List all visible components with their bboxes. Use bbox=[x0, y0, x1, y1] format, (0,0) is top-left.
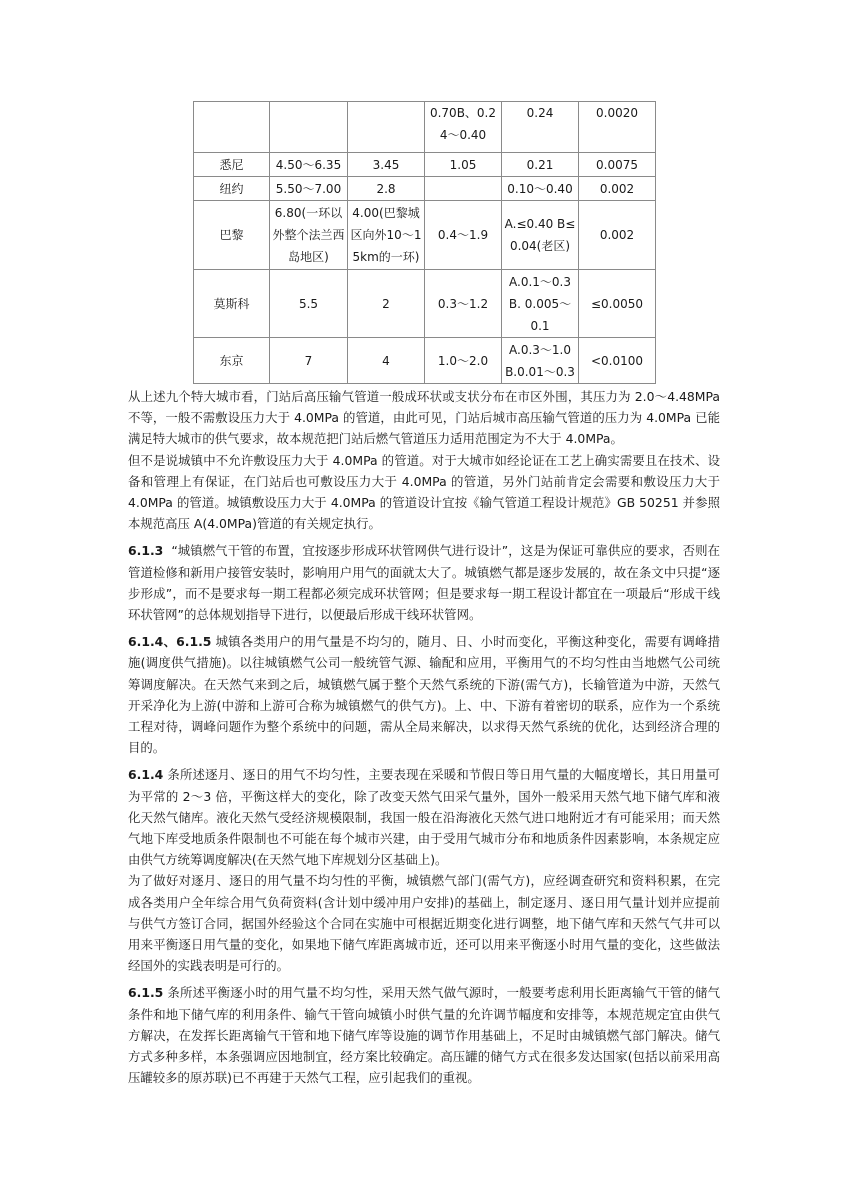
table-row bbox=[194, 153, 656, 177]
table-cell: A.0.3～1.0 B.0.01～0.3 bbox=[502, 338, 579, 384]
paragraph-text: 城镇各类用户的用气量是不均匀的，随月、日、小时而变化，平衡这种变化，需要有调峰措施(调度供气措施)。以往城镇燃气公司一般统管气源、输配和应用，平衡用气的不均匀性由当地燃气公司统筹调度解决。在天然气来到之后，城镇燃气属于整个天然气系统的下游(需气方)，长输管道为中游，天然气开采净化为上游(中游和上游可合称为城镇燃气的供气方)。上、中、下游有着密切的联系，应作为一个系统工程对待，调峰问题作为整个系统中的问题，需从全局来解决，以求得天然气系统的优化，达到经济合理的目的。 bbox=[128, 634, 720, 756]
table-cell: 0.21 bbox=[502, 153, 579, 177]
table-cell: A.≤0.40 B≤0.04(老区) bbox=[502, 201, 579, 270]
table-cell: <0.0100 bbox=[579, 338, 656, 384]
table-cell: 1.0～2.0 bbox=[425, 338, 502, 384]
paragraph-text: 但不是说城镇中不允许敷设压力大于 4.0MPa 的管道。对于大城市如经论证在工艺上确实需要且在技术、设备和管理上有保证，在门站后也可敷设压力大于 4.0MPa 的管道，另外门站前肯定会需要和敷设压力大于 4.0MPa 的管道。城镇敷设压力大于 4.0MPa 的管道设计宜按《输气管道工程设计规范》GB 50251 并参照本规范高压 A(4.0MPa)管道的有关规定执行。 bbox=[128, 452, 720, 532]
table-cell: ≤0.0050 bbox=[579, 270, 656, 338]
table-cell: 4 bbox=[348, 338, 425, 384]
paragraph bbox=[128, 540, 720, 625]
paragraph-text: 为了做好对逐月、逐日的用气量不均匀性的平衡，城镇燃气部门(需气方)，应经调查研究和资料积累，在完成各类用户全年综合用气负荷资料(含计划中缓冲用户安排)的基础上，制定逐月、逐日用气量计划并应提前与供气方签订合同，据国外经验这个合同在实施中可根据近期变化进行调整，地下储气库和天然气气井可以用来平衡逐日用气量的变化，如果地下储气库距离城市近，还可以用来平衡逐小时用气量的变化，这些做法经国外的实践表明是可行的。 bbox=[128, 873, 720, 974]
table-cell: 5.5 bbox=[270, 270, 348, 338]
table-cell: 6.80(一环以外整个法兰西岛地区) bbox=[270, 201, 348, 270]
paragraph-text: 从上述九个特大城市看，门站后高压输气管道一般成环状或支状分布在市区外围，其压力为 2.0～4.48MPa不等，一般不需敷设压力大于 4.0MPa 的管道，由此可见，门站后城市高压输气管道的压力为 4.0MPa 已能满足特大城市的供气要求，故本规范把门站后燃气管道压力适用范围定为不大于 4.0MPa。 bbox=[128, 389, 720, 447]
paragraph bbox=[128, 386, 720, 450]
paragraph-text: 条所述平衡逐小时的用气量不均匀性，采用天然气做气源时，一般要考虑利用长距离输气干管的储气条件和地下储气库的利用条件、输气干管向城镇小时供气量的允许调节幅度和安排等，本规范规定宜由供气方解决，在发挥长距离输气干管和地下储气库等设施的调节作用基础上，不足时由城镇燃气部门解决。储气方式多种多样，本条强调应因地制宜，经方案比较确定。高压罐的储气方式在很多发达国家(包括以前采用高压罐较多的原苏联)已不再建于天然气工程，应引起我们的重视。 bbox=[128, 985, 720, 1086]
table-row bbox=[194, 102, 656, 153]
table-cell-city: 莫斯科 bbox=[194, 270, 270, 338]
table-cell: 2 bbox=[348, 270, 425, 338]
table-cell: 3.45 bbox=[348, 153, 425, 177]
table-cell: 0.10～0.40 bbox=[502, 177, 579, 201]
table-row bbox=[194, 201, 656, 270]
paragraph bbox=[128, 450, 720, 535]
paragraph-text: 条所述逐月、逐日的用气不均匀性，主要表现在采暖和节假日等日用气量的大幅度增长，其日用量可为平常的 2～3 倍，平衡这样大的变化，除了改变天然气田采气量外，国外一般采用天然气地下储气库和液化天然气储库。液化天然气受经济规模限制，我国一般在沿海液化天然气进口地附近才有可能采用；而天然气地下库受地质条件限制也不可能在每个城市兴建，由于受用气城市分布和地质条件因素影响，本条规定应由供气方统筹调度解决(在天然气地下库规划分区基础上)。 bbox=[128, 767, 720, 868]
table-cell-city: 巴黎 bbox=[194, 201, 270, 270]
table-cell: 5.50～7.00 bbox=[270, 177, 348, 201]
table-cell-city: 东京 bbox=[194, 338, 270, 384]
table-cell: 0.0020 bbox=[579, 102, 656, 153]
table-cell: 0.24 bbox=[502, 102, 579, 153]
table-row bbox=[194, 338, 656, 384]
paragraph bbox=[128, 870, 720, 976]
paragraph bbox=[128, 631, 720, 758]
table-cell: 0.4～1.9 bbox=[425, 201, 502, 270]
table-cell-city: 悉尼 bbox=[194, 153, 270, 177]
paragraph bbox=[128, 982, 720, 1088]
table-cell: 0.002 bbox=[579, 177, 656, 201]
body-text bbox=[128, 386, 720, 1089]
table-cell bbox=[425, 177, 502, 201]
paragraph bbox=[128, 764, 720, 870]
table-cell: 1.05 bbox=[425, 153, 502, 177]
table-cell bbox=[348, 102, 425, 153]
table-cell-city bbox=[194, 102, 270, 153]
table-cell: 4.00(巴黎城区向外10～15km的一环) bbox=[348, 201, 425, 270]
table-cell: 7 bbox=[270, 338, 348, 384]
section-number: 6.1.3 bbox=[128, 543, 164, 559]
table-row bbox=[194, 177, 656, 201]
table-cell: A.0.1～0.3 B. 0.005～0.1 bbox=[502, 270, 579, 338]
paragraph-text: “城镇燃气干管的布置，宜按逐步形成环状管网供气进行设计”，这是为保证可靠供应的要求，否则在管道检修和新用户接管安装时，影响用户用气的面就太大了。城镇燃气都是逐步发展的，故在条文中只提“逐步形成”，而不是要求每一期工程都必须完成环状管网；但是要求每一期工程设计都宜在一项最后“形成干线环状管网”的总体规划指导下进行，以便最后形成干线环状管网。 bbox=[128, 543, 720, 623]
table-row bbox=[194, 270, 656, 338]
table-cell: 0.0075 bbox=[579, 153, 656, 177]
table-cell-city: 纽约 bbox=[194, 177, 270, 201]
table-cell: 0.002 bbox=[579, 201, 656, 270]
pressure-table bbox=[193, 101, 656, 384]
section-number: 6.1.4 bbox=[128, 767, 164, 783]
table-cell: 0.3～1.2 bbox=[425, 270, 502, 338]
section-number: 6.1.4、6.1.5 bbox=[128, 634, 212, 650]
table-cell: 2.8 bbox=[348, 177, 425, 201]
table-cell: 0.70B、0.24～0.40 bbox=[425, 102, 502, 153]
table-cell bbox=[270, 102, 348, 153]
table-cell: 4.50～6.35 bbox=[270, 153, 348, 177]
section-number: 6.1.5 bbox=[128, 985, 164, 1001]
